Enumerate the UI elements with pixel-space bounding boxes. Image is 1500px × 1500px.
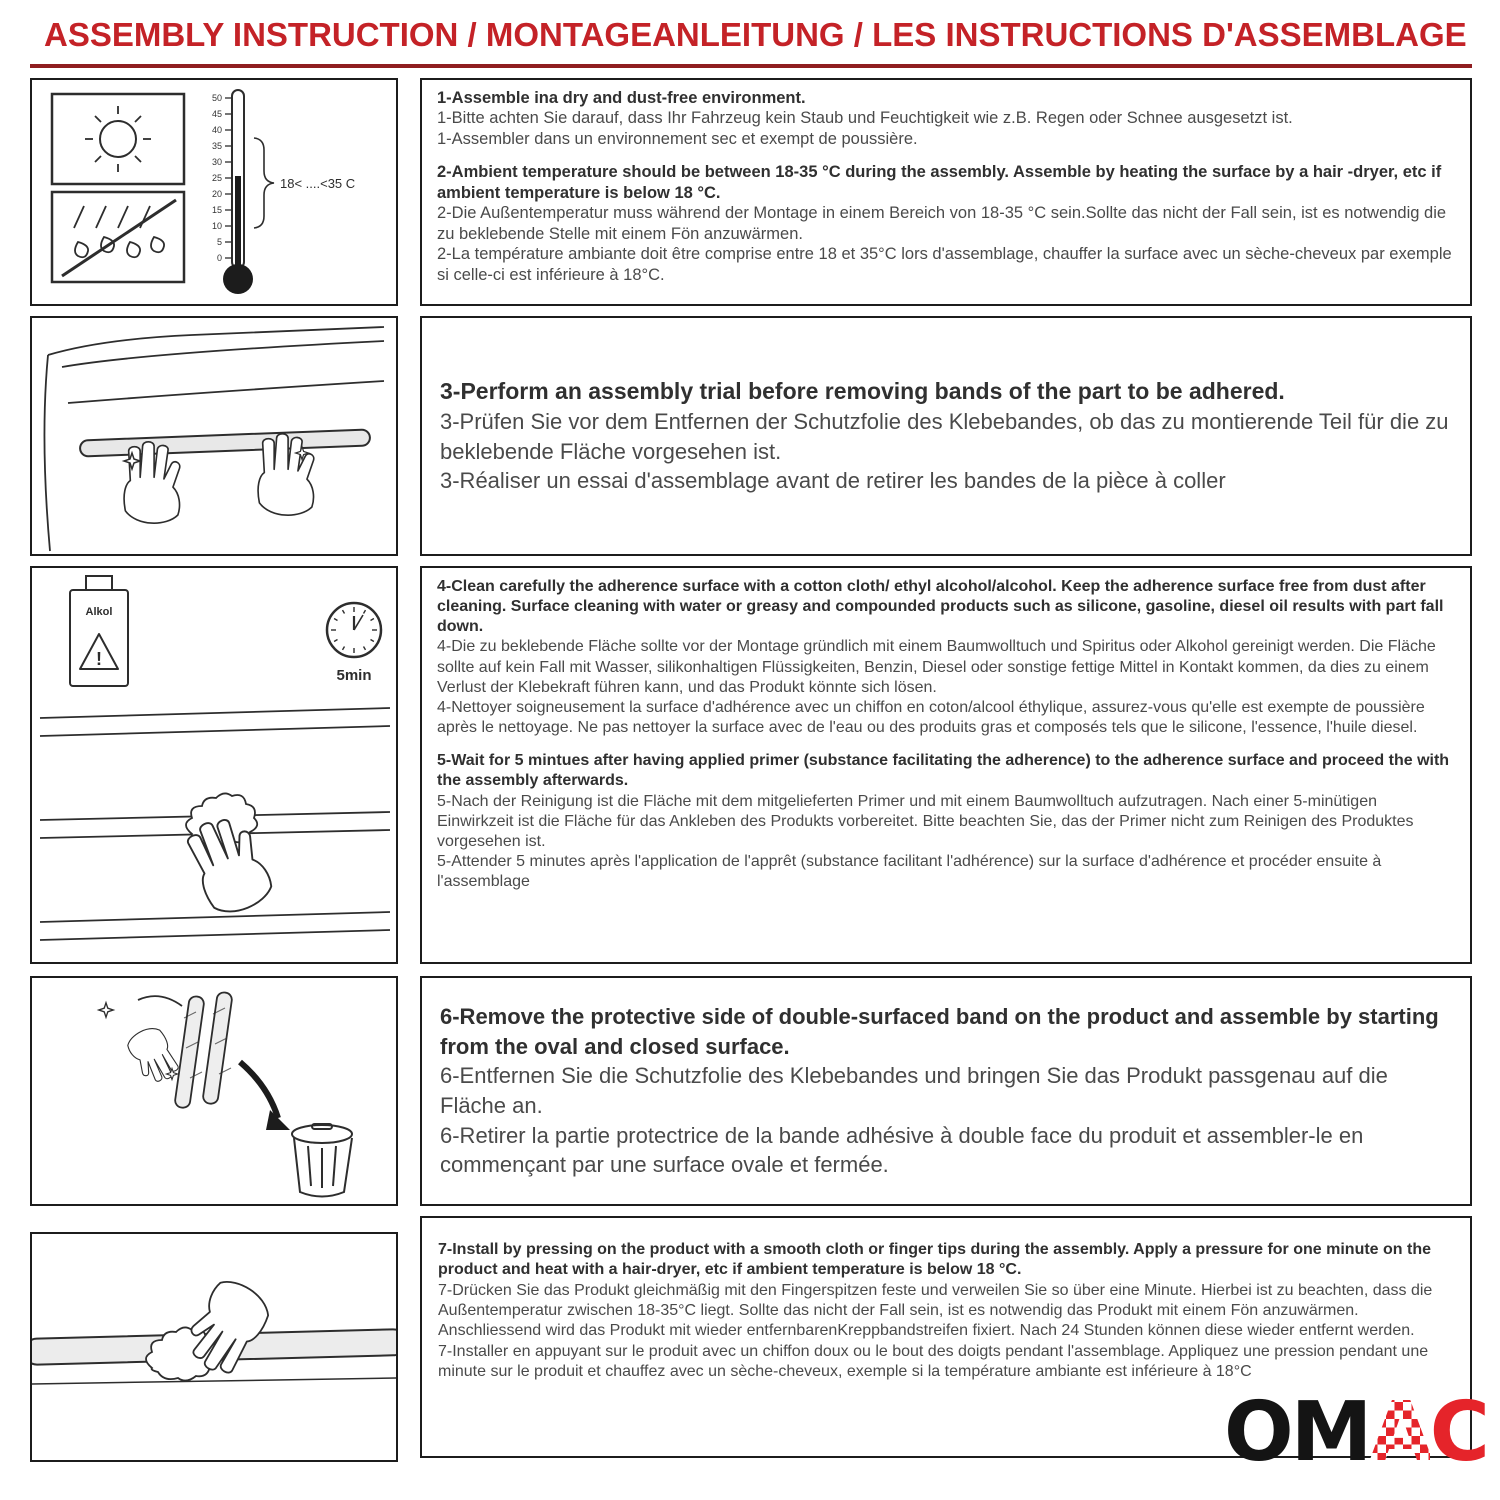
alcohol-label: Alkol [85,606,113,618]
no-rain-icon [62,200,176,276]
step5-fr: 5-Attender 5 minutes après l'application de l'apprêt (substance facilitant l'adhérence) sur la surface d'adhérence et procéder ensuite à l'assemblage [437,853,1382,891]
sun-icon [85,106,151,172]
step4-fr: 4-Nettoyer soigneusement la surface d'adhérence avec un chiffon en coton/alcool éthylique, assurez-vous qu'elle est exempte de poussière après le nettoyage. Ne pas nettoyer la surface avec de l'eau ou des produits gras et composés tels que le silicone, l'essence, l'huile diesel. [437,698,1425,737]
omac-logo [1224,1385,1487,1480]
svg-text:5: 5 [216,237,222,247]
svg-text:45: 45 [211,109,222,119]
step6-en: 6-Remove the protective side of double-surfaced band on the product and assemble by starting from the oval and closed surface. [440,1003,1439,1059]
step3-en: 3-Perform an assembly trial before removing bands of the part to be adhered. [440,377,1285,404]
step1-fr: 1-Assembler dans un environnement sec et exempt de poussière. [437,129,918,148]
step2-en: 2-Ambient temperature should be between 18-35 °C during the assembly. Assemble by heating the surface by a hair -dryer, etc if ambient temperature is below 18 °C. [437,163,1442,202]
peeled-film [138,996,182,1006]
svg-text:20: 20 [211,189,222,199]
trial-illustration-panel [30,316,398,556]
logo-om: OM [1224,1385,1370,1480]
step3-de: 3-Prüfen Sie vor dem Entfernen der Schutzfolie des Klebebandes, ob das zu montierende Teil für die zu beklebende Fläche vorgesehen ist. [440,408,1449,464]
step1-de: 1-Bitte achten Sie darauf, dass Ihr Fahrzeug kein Staub und Feuchtigkeit wie z.B. Regen oder Schnee ausgesetzt ist. [437,109,1293,128]
step7-en: 7-Install by pressing on the product with a smooth cloth or finger tips during the assembly. Apply a pressure for one minute on the product and heat with a hair-dryer, etc if ambient temperature is below 18 °C. [438,1241,1431,1279]
svg-text:15: 15 [211,205,222,215]
instruction-panel-1 [420,78,1472,306]
title-underline [30,64,1472,68]
logo-c: C [1429,1385,1487,1480]
page-title: ASSEMBLY INSTRUCTION / MONTAGEANLEITUNG / LES INSTRUCTIONS D'ASSEMBLAGE [44,16,1467,53]
step1-en: 1-Assemble ina dry and dust-free environment. [437,89,806,107]
environment-illustration [32,80,396,304]
instruction-panel-2 [420,316,1472,556]
surface-wipe-illustration [32,568,396,962]
instruction-panel-3 [420,566,1472,964]
press-install-illustration [32,1234,396,1460]
logo-a-checkered: A [1369,1385,1430,1480]
svg-text:0: 0 [216,253,222,263]
step6-de: 6-Entfernen Sie die Schutzfolie des Klebebandes und bringen Sie das Produkt passgenau auf die Fläche an. [440,1063,1388,1118]
step2-de: 2-Die Außentemperatur muss während der Montage in einem Bereich von 18-35 °C sein.Sollte das nicht der Fall sein, ist es notwendig die zu beklebende Stelle mit einem Fön anzuwärmen. [437,204,1447,243]
svg-text:35: 35 [211,141,222,151]
trash-can-icon [292,1124,352,1197]
svg-text:50: 50 [211,93,222,103]
tape-peel-illustration [32,978,396,1204]
alcohol-bottle-icon [70,576,128,686]
clock-label: 5min [336,667,372,684]
environment-illustration-panel [30,78,398,306]
step4-en: 4-Clean carefully the adherence surface with a cotton cloth/ ethyl alcohol/alcohol. Keep the adherence surface free from dust after cleaning. Surface cleaning with water or greasy and compounded products such as silicone, gasoline, diesel oil results with part fall down. [437,578,1444,636]
spacer [437,149,1455,162]
svg-text:30: 30 [211,157,222,167]
step5-en: 5-Wait for 5 mintues after having applied primer (substance facilitating the adherence) to the adherence surface and proceed the with the assembly afterwards. [437,752,1450,790]
trim-hold-illustration [32,318,396,554]
temperature-range-label: 18< ....<35 C [280,176,356,191]
step5-de: 5-Nach der Reinigung ist die Fläche mit dem mitgelieferten Primer und mit einem Baumwolltuch aufzutragen. Nach einer 5-minütigen Einwirkzeit ist die Fläche für das Ankleben des Produkts vorbereitet. Bitte beachten Sie, das der Primer nicht zum Reinigen des Produktes vorgesehen ist. [437,792,1414,850]
range-bracket [254,138,274,228]
clock-icon [327,603,381,684]
arrow-to-trash [240,1062,290,1130]
peel-illustration-panel [30,976,398,1206]
step7-de: 7-Drücken Sie das Produkt gleichmäßig mit den Fingerspitzen feste und verweilen Sie so über eine Minute. Hierbei ist zu beachten, dass die Außentemperatur zwischen 18-35°C liegt. Sollte das nicht der Fall sein, ist es notwendig das Produkt mit einem Fön anzuwärmen. Anschliessend wird das Produkt mit wieder entfernbarenKreppbandstreifen fixiert. Nach 24 Stunden können diese wieder entfernt werden. [438,1281,1433,1340]
trim-strip [80,429,370,456]
thermometer-icon [212,90,355,294]
step7-fr: 7-Installer en appuyant sur le produit avec un chiffon doux ou le bout des doigts pendant l'assemblage. Appliquez une pression pendant une minute sur le produit et chauffez avec un sèche-cheveux, exemple si la température ambiante est inférieure à 18°C [438,1342,1429,1380]
instruction-panel-4 [420,976,1472,1206]
step2-fr: 2-La température ambiante doit être comprise entre 18 et 35°C lors d'assemblage, chauffer la surface avec un sèche-cheveux par exemple si celle-ci est inférieure à 18°C. [437,245,1452,284]
step6-fr: 6-Retirer la partie protectrice de la bande adhésive à double face du produit et assembler-le en commençant par une surface ovale et fermée. [440,1122,1364,1178]
step3-fr: 3-Réaliser un essai d'assemblage avant de retirer les bandes de la pièce à coller [440,468,1226,494]
step4-de: 4-Die zu beklebende Fläche sollte vor der Montage gründlich mit einem Baumwolltuch und Spiritus oder Alkohol gereinigt werden. Die Fläche sollte auf kein Fall mit Wasser, silikonhaltigen Flüssigkeiten, Benzin, Diesel oder sonstige fettige Mittel in Kontakt kommen, da dies zu einem Verlust der Klebekraft führen kann, und das Produkt könnte sich lösen. [437,638,1436,696]
cleaning-illustration-panel [30,566,398,964]
svg-text:!: ! [96,649,102,669]
thermometer-scale [212,93,222,263]
peeling-hand [124,1023,184,1089]
svg-text:25: 25 [211,173,222,183]
spacer [437,738,1455,751]
svg-text:40: 40 [211,125,222,135]
warning-triangle-icon [80,634,118,669]
press-illustration-panel [30,1232,398,1462]
svg-text:10: 10 [211,221,222,231]
